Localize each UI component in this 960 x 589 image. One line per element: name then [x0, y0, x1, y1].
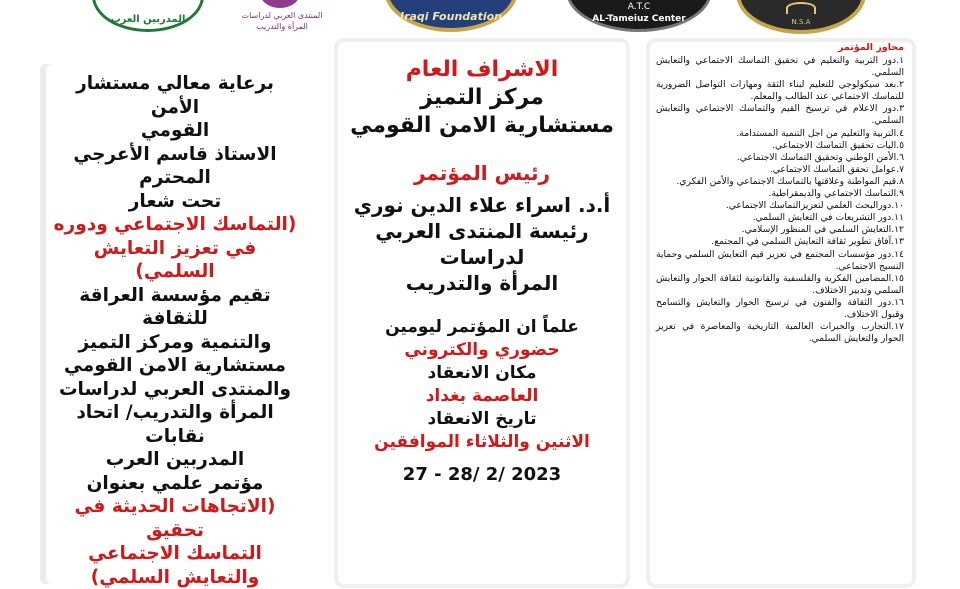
venue-value: العاصمة بغداد	[344, 385, 620, 408]
conference-title-1: (الاتجاهات الحديثة في تحقيق	[52, 495, 298, 542]
sponsorship-panel	[46, 64, 304, 584]
sponsor-line-1: برعاية معالي مستشار الأمن	[52, 72, 298, 119]
supervision-line-1: مركز التميز	[344, 84, 620, 112]
theme-item: ١.دور التربية والتعليم في تحقيق التماسك الاجتماعي والتعايش السلمي.	[656, 55, 904, 79]
theme-item: ٩.التماسك الاجتماعي والديمقراطية.	[656, 188, 904, 200]
theme-item: ١٥.المضامين الفكرية والفلسفية والقانونية لثقافة الحوار والتعايش السلمي وتدبير الاختلاف.	[656, 273, 904, 297]
tameiuz-logo-name: AL-Tameiuz Center	[566, 14, 712, 24]
conference-title-3: والتعايش السلمي)	[52, 566, 298, 589]
iraqi-foundation-logo	[384, 0, 518, 34]
days-value: الاثنين والثلاثاء الموافقين	[344, 431, 620, 454]
date-label: تاريخ الانعقاد	[344, 408, 620, 431]
sponsor-line-2: القومي	[52, 119, 298, 143]
national-security-logo-text: N.S.A	[736, 18, 866, 26]
supervision-line-2: مستشارية الامن القومي	[344, 112, 620, 140]
slogan-line-1: (التماسك الاجتماعي ودوره	[52, 213, 298, 237]
attendance-mode: حضوري والكتروني	[344, 339, 620, 362]
themes-list	[656, 55, 904, 345]
duration-note: علماً ان المؤتمر ليومين	[344, 316, 620, 339]
organizers-line-3: مستشارية الامن القومي	[52, 354, 298, 378]
chair-role-1: رئيسة المنتدى العربي لدراسات	[344, 218, 620, 270]
womens-forum-logo-text-2: المرأة والتدريب	[226, 21, 338, 32]
womens-forum-logo-text-1: المنتدى العربي لدراسات	[226, 10, 338, 21]
conference-label: مؤتمر علمي بعنوان	[52, 472, 298, 496]
organizers-line-6: المدربين العرب	[52, 448, 298, 472]
conference-title-2: التماسك الاجتماعي	[52, 542, 298, 566]
arab-trainers-logo-text: المدربين العرب	[92, 14, 204, 25]
organizers-line-2: والتنمية ومركز التميز	[52, 331, 298, 355]
logos-strip	[0, 0, 960, 40]
theme-item: ٥.اليات تحقيق التماسك الاجتماعي.	[656, 140, 904, 152]
theme-item: ٦.الأمن الوطني وتحقيق التماسك الاجتماعي.	[656, 152, 904, 164]
theme-item: ١٤.دور مؤسسات المجتمع في تعزيز قيم التعايش السلمي وحماية النسيج الاجتماعي.	[656, 249, 904, 273]
crown-icon	[786, 2, 816, 14]
womens-forum-logo	[226, 0, 338, 38]
supervision-title: الاشراف العام	[344, 56, 620, 84]
slogan-line-2: في تعزيز التعايش السلمي)	[52, 237, 298, 284]
organizers-line-5: المرأة والتدريب/ اتحاد نقابات	[52, 401, 298, 448]
theme-item: ٢.بعد سيكولوجي للتعليم لبناء الثقة ومهارات التواصل الضرورية للتماسك الاجتماعي عند الطالب والمعلم.	[656, 79, 904, 103]
conference-themes-panel	[650, 42, 912, 584]
theme-item: ١٦.دور الثقافة والفنون في ترسيخ الحوار والتعايش والتسامح وقبول الاختلاف.	[656, 297, 904, 321]
theme-item: ١٠.دورالبحث العلمي لتعزيزالتماسك الاجتماعي.	[656, 200, 904, 212]
iraqi-foundation-logo-text: Iraqi Foundation	[384, 10, 518, 23]
theme-item: ١٢.التعايش السلمي في المنظور الإسلامي.	[656, 224, 904, 236]
conference-date: 27 - 28/ 2/ 2023	[344, 464, 620, 485]
organizers-line-1: تقيم مؤسسة العراقة للثقافة	[52, 284, 298, 331]
tameiuz-center-logo	[566, 0, 712, 34]
theme-item: ٧.عوامل تحقق التماسك الاجتماعي.	[656, 164, 904, 176]
slogan-label: تحت شعار	[52, 190, 298, 214]
theme-item: ٨.قيم المواطنة وعلاقتها بالتماسك الاجتماعي والأمن الفكري.	[656, 176, 904, 188]
theme-item: ٤.التربية والتعليم من اجل التنمية المستدامة.	[656, 128, 904, 140]
theme-item: ١٣.آفاق تطوير ثقافة التعايش السلمي في المجتمع.	[656, 236, 904, 248]
arab-trainers-logo	[92, 0, 204, 34]
theme-item: ١٧.التجارب والخبرات العالمية التاريخية والمعاصرة في تعزيز الحوار والتعايش السلمي.	[656, 321, 904, 345]
national-security-logo	[736, 0, 866, 36]
chair-role-2: المرأة والتدريب	[344, 270, 620, 296]
themes-title: محاور المؤتمر	[656, 42, 904, 54]
venue-label: مكان الانعقاد	[344, 362, 620, 385]
sponsor-name: الاستاذ قاسم الأعرجي المحترم	[52, 143, 298, 190]
organization-panel	[338, 42, 626, 584]
chair-name: أ.د. اسراء علاء الدين نوري	[344, 192, 620, 218]
theme-item: ١١.دور التشريعات في التعايش السلمي.	[656, 212, 904, 224]
theme-item: ٣.دور الاعلام في ترسيخ القيم والتماسك الاجتماعي والتعايش السلمي.	[656, 103, 904, 127]
organizers-line-4: والمنتدى العربي لدراسات	[52, 378, 298, 402]
tameiuz-logo-abbrev: A.T.C	[566, 2, 712, 12]
chair-title: رئيس المؤتمر	[344, 160, 620, 186]
